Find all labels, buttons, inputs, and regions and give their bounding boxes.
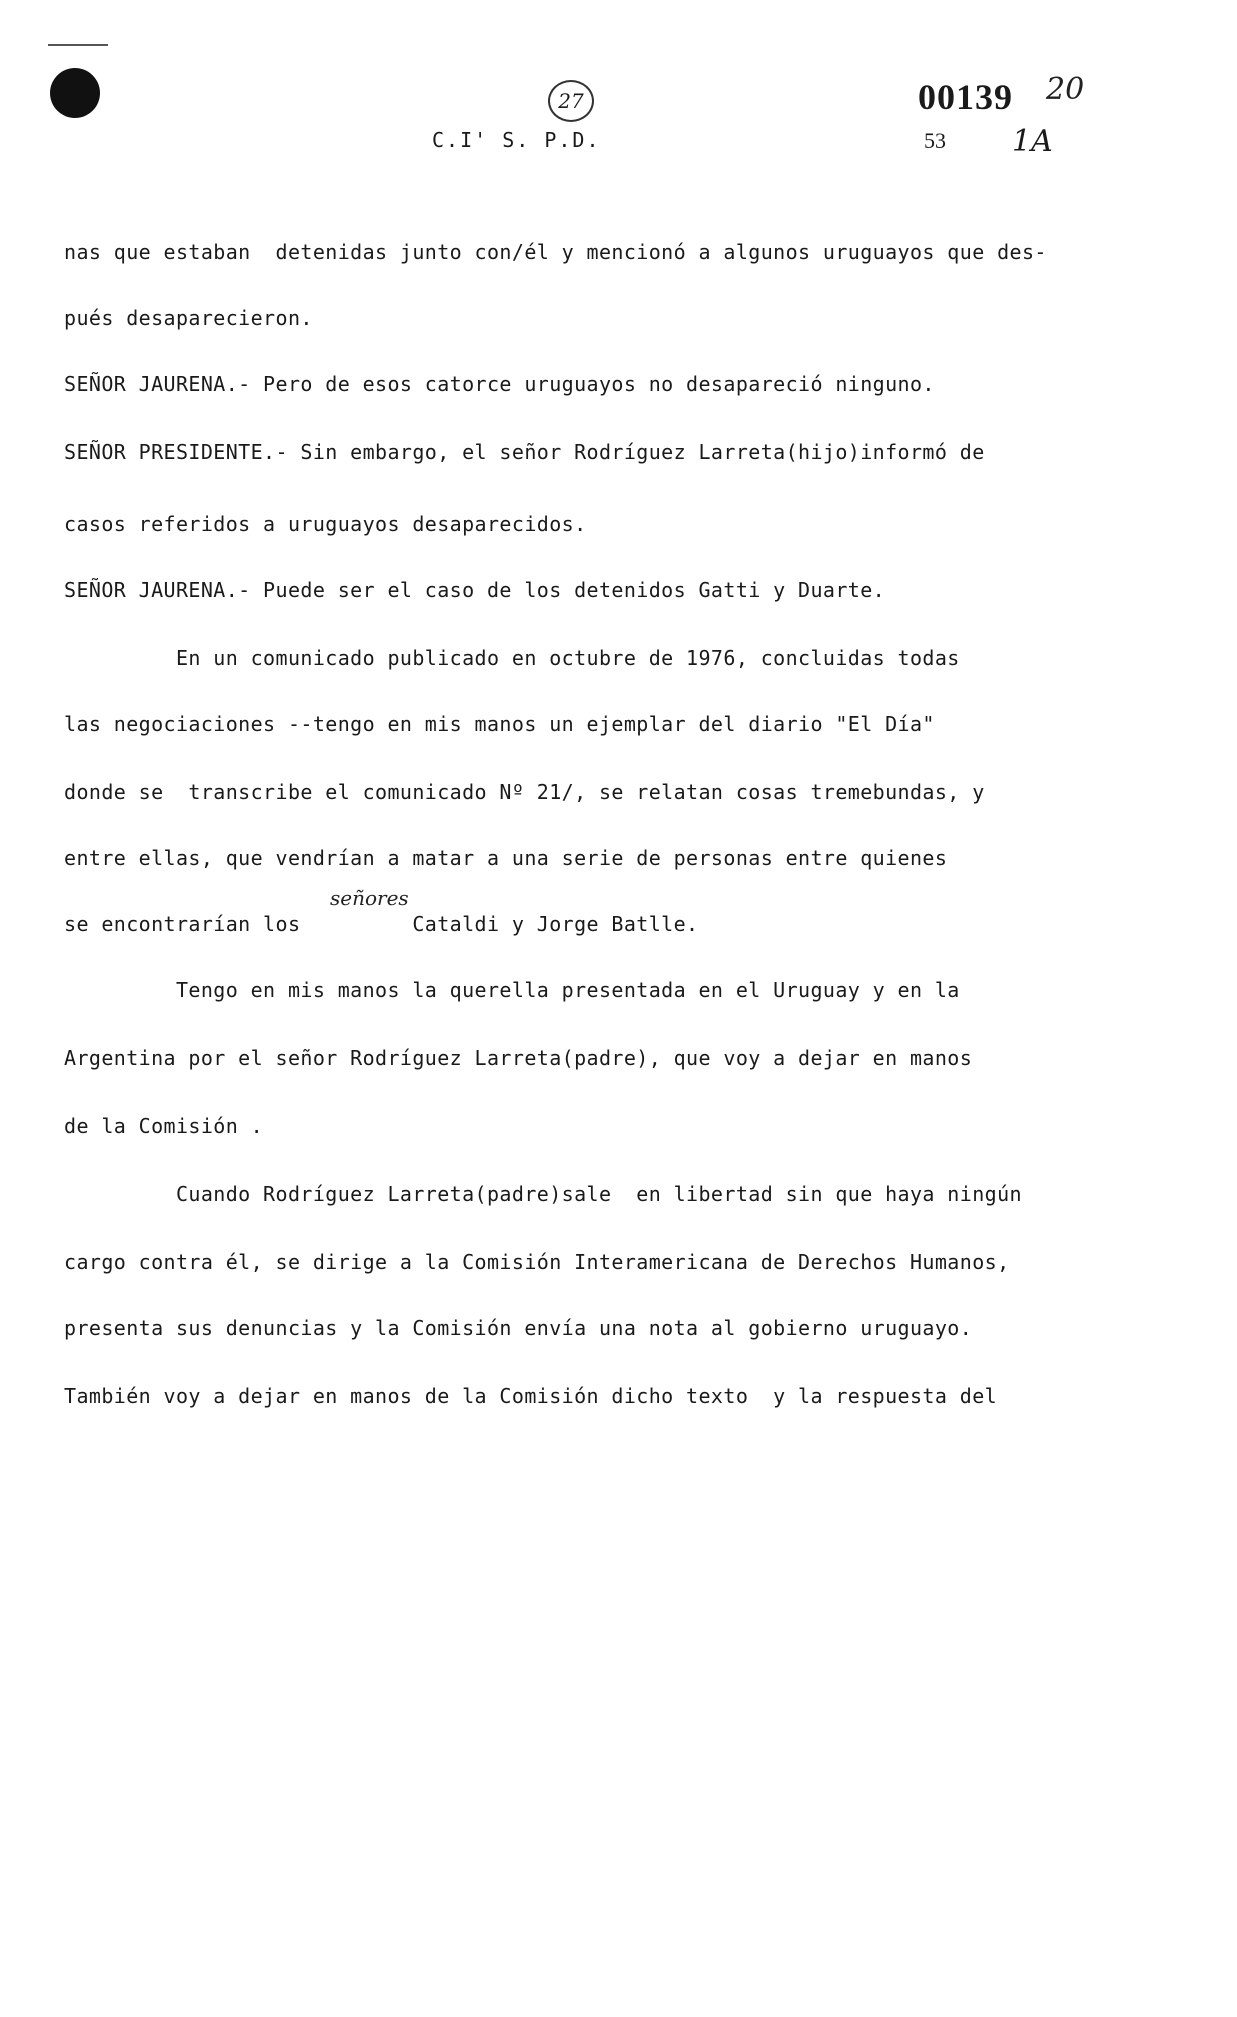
text-line: casos referidos a uruguayos desaparecidos.: [64, 512, 587, 536]
document-header-code: C.I' S. P.D.: [432, 128, 601, 152]
text-line: donde se transcribe el comunicado Nº 21/, se relatan cosas tremebundas, y: [64, 780, 985, 804]
text-line: pués desaparecieron.: [64, 306, 313, 330]
circled-page-mark: 27: [548, 80, 594, 122]
text-line: SEÑOR PRESIDENTE.- Sin embargo, el señor Rodríguez Larreta(hijo)informó de: [64, 440, 985, 464]
folio-handwritten-mark: 20: [1046, 72, 1085, 107]
text-line: entre ellas, que vendrían a matar a una serie de personas entre quienes: [64, 846, 948, 870]
handwritten-insertion: señores: [330, 886, 409, 910]
scan-speck: [48, 44, 108, 46]
text-line: de la Comisión .: [64, 1114, 264, 1138]
text-line: También voy a dejar en manos de la Comisión dicho texto y la respuesta del: [64, 1384, 998, 1408]
text-line: Tengo en mis manos la querella presentada en el Uruguay y en la: [64, 978, 960, 1002]
text-line: SEÑOR JAURENA.- Puede ser el caso de los detenidos Gatti y Duarte.: [64, 578, 886, 602]
page-number-handwritten: 1A: [1012, 124, 1053, 159]
text-line: cargo contra él, se dirige a la Comisión Interamericana de Derechos Humanos,: [64, 1250, 1010, 1274]
text-line: Cuando Rodríguez Larreta(padre)sale en libertad sin que haya ningún: [64, 1182, 1022, 1206]
text-line: SEÑOR JAURENA.- Pero de esos catorce uruguayos no desapareció ninguno.: [64, 372, 935, 396]
punch-hole: [50, 68, 100, 118]
text-line: Argentina por el señor Rodríguez Larreta(padre), que voy a dejar en manos: [64, 1046, 973, 1070]
text-line: se encontrarían los Cataldi y Jorge Batlle.: [64, 912, 699, 936]
text-line: presenta sus denuncias y la Comisión envía una nota al gobierno uruguayo.: [64, 1316, 973, 1340]
text-line: las negociaciones --tengo en mis manos un ejemplar del diario "El Día": [64, 712, 935, 736]
folio-number: 00139: [918, 77, 1013, 117]
page-number: 53: [924, 128, 946, 153]
text-line: nas que estaban detenidas junto con/él y mencionó a algunos uruguayos que des-: [64, 240, 1047, 264]
text-line: En un comunicado publicado en octubre de 1976, concluidas todas: [64, 646, 960, 670]
